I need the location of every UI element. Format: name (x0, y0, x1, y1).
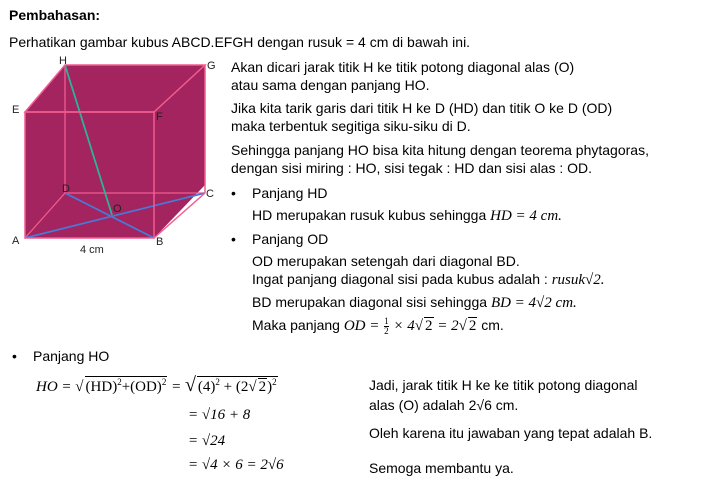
para2-line1: Jika kita tarik garis dari titik H ke D (HD) dan titik O ke D (OD) (231, 100, 613, 116)
od-equation: OD = $\frac{1}{2}$ × 4√ 2 = 2√ 2 (343, 316, 477, 337)
ho-equation-line1: HO = √ (HD)$^2$+(OD)$^2$ = √ $(4)^2 + (2√$ 2)$^2$ (36, 374, 277, 396)
bd-equation: BD = 4√2 cm. (490, 295, 577, 311)
label-f: F (156, 111, 163, 123)
para1-line2: atau sama dengan panjang HO. (231, 77, 430, 93)
ho-equation-line2: = √16 + 8 (188, 407, 251, 423)
bullet-2-line4 (252, 317, 504, 336)
bullet-1-dot: • (231, 185, 236, 201)
bullet-1-text (252, 207, 562, 225)
edge-length-label: 4 cm (80, 244, 104, 256)
label-g: G (207, 60, 216, 72)
bullet-2-line1: OD merupakan setengah dari diagonal BD. (252, 253, 520, 269)
conclusion-line1: Jadi, jarak titik H ke ke titik potong diagonal (369, 377, 638, 393)
label-b: B (156, 236, 164, 248)
bullet-2-line3 (252, 294, 577, 312)
bullet-1-text-label: HD merupakan rusuk kubus sehingga (252, 207, 487, 223)
ho-equation-line4: = √4 × 6 = 2√6 (188, 457, 284, 473)
bullet-2-dot: • (231, 231, 236, 247)
bullet-2-title: Panjang OD (252, 231, 329, 247)
cube-figure (8, 55, 223, 260)
bullet-2-line4-unit: cm. (481, 317, 504, 333)
label-e: E (12, 104, 20, 116)
bullet-1-title: Panjang HD (252, 185, 328, 201)
para3-line2: dengan sisi miring : HO, sisi tegak : HD dan sisi alas : OD. (231, 160, 593, 176)
answer-text: Oleh karena itu jawaban yang tepat adalah B. (369, 425, 653, 441)
label-c: C (206, 188, 214, 200)
bullet-3-dot: • (12, 348, 17, 364)
para3-line1: Sehingga panjang HO bisa kita hitung dengan teorema phytagoras, (231, 142, 649, 158)
closing-text: Semoga membantu ya. (369, 460, 514, 476)
ho-equation-line3: = √24 (188, 433, 226, 449)
para2-line2: maka terbentuk segitiga siku-siku di D. (231, 118, 471, 134)
intro-text: Perhatikan gambar kubus ABCD.EFGH dengan rusuk = 4 cm di bawah ini. (9, 34, 471, 50)
bullet-3-title: Panjang HO (33, 348, 110, 364)
label-d: D (62, 183, 70, 195)
label-a: A (12, 235, 20, 247)
label-h: H (59, 55, 67, 67)
bullet-2-line2 (252, 271, 605, 289)
label-o: O (113, 203, 122, 215)
diagonal-formula: rusuk√2. (551, 272, 605, 288)
bullet-2-line4-text: Maka panjang (252, 317, 340, 333)
page-title: Pembahasan: (9, 7, 101, 23)
hd-equation: HD = 4 cm. (490, 208, 562, 224)
bullet-2-line2-text: Ingat panjang diagonal sisi pada kubus adalah : (252, 271, 548, 287)
para1-line1: Akan dicari jarak titik H ke titik potong diagonal alas (O) (231, 59, 575, 75)
conclusion-line2: alas (O) adalah 2√6 cm. (369, 397, 519, 413)
bullet-2-line3-text: BD merupakan diagonal sisi sehingga (252, 294, 488, 310)
